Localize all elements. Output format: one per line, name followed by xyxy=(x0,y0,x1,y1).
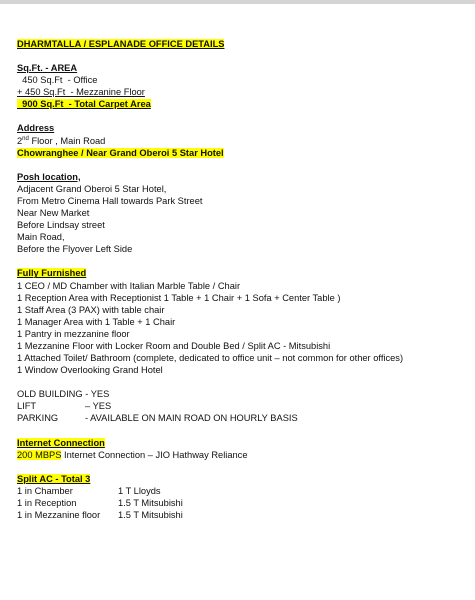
location-line: From Metro Cinema Hall towards Park Street xyxy=(17,195,203,206)
furnished-line: 1 Pantry in mezzanine floor xyxy=(17,328,130,339)
location-line: Main Road, xyxy=(17,232,65,243)
location-line: Before the Flyover Left Side xyxy=(17,244,133,255)
building-parking-value: - AVAILABLE ON MAIN ROAD ON HOURLY BASIS xyxy=(85,413,298,424)
internet-speed: 200 MBPS xyxy=(17,449,62,460)
ac-unit: 1.5 T Mitsubishi xyxy=(118,497,183,508)
address-floor xyxy=(17,135,467,147)
building-parking xyxy=(17,412,467,424)
location-line: Adjacent Grand Oberoi 5 Star Hotel, xyxy=(17,183,167,194)
location-line: Near New Market xyxy=(17,208,90,219)
ac-place: 1 in Mezzanine floor xyxy=(17,510,101,520)
area-mezzanine: + 450 Sq.Ft - Mezzanine Floor xyxy=(17,87,145,98)
address-floor-number: 2 xyxy=(17,135,23,146)
furnished-line: 1 Staff Area (3 PAX) with table chair xyxy=(17,304,165,315)
internet-provider: Internet Connection – JIO Hathway Reliance xyxy=(61,449,248,460)
internet-heading: Internet Connection xyxy=(17,437,105,448)
document-title: DHARMTALLA / ESPLANADE OFFICE DETAILS xyxy=(17,39,225,49)
building-lift-label: LIFT xyxy=(17,401,37,412)
document-body xyxy=(17,38,467,521)
location-heading: Posh location, xyxy=(17,171,81,182)
address-floor-suffix: nd xyxy=(22,135,29,142)
furnished-line: 1 Attached Toilet/ Bathroom (complete, dedicated to office unit – not common for other offices) xyxy=(17,353,404,364)
building-old xyxy=(17,388,467,400)
ac-place: 1 in Chamber xyxy=(17,485,73,496)
furnished-line: 1 Mezzanine Floor with Locker Room and Double Bed / Split AC - Mitsubishi xyxy=(17,340,331,351)
address-heading: Address xyxy=(17,123,55,134)
address-landmark: Chowranghee / Near Grand Oberoi 5 Star Hotel xyxy=(17,147,224,158)
building-old-value: - YES xyxy=(82,389,110,400)
internet-detail xyxy=(17,449,467,461)
area-office: 450 Sq.Ft - Office xyxy=(17,75,98,86)
building-old-label: OLD BUILDING xyxy=(17,389,83,400)
area-heading: Sq.Ft. - AREA xyxy=(17,63,78,74)
area-total: 900 Sq.Ft - Total Carpet Area xyxy=(17,99,151,110)
furnished-line: 1 Reception Area with Receptionist 1 Table + 1 Chair + 1 Sofa + Center Table ) xyxy=(17,292,341,303)
ac-row xyxy=(17,497,467,509)
furnished-heading: Fully Furnished xyxy=(17,268,87,279)
building-lift-value: – YES xyxy=(85,401,112,412)
ac-heading: Split AC - Total 3 xyxy=(17,473,91,484)
ac-row xyxy=(17,509,467,521)
ac-place: 1 in Reception xyxy=(17,497,77,508)
location-line: Before Lindsay street xyxy=(17,220,105,231)
furnished-line: 1 Window Overlooking Grand Hotel xyxy=(17,365,163,376)
furnished-line: 1 CEO / MD Chamber with Italian Marble Table / Chair xyxy=(17,280,241,291)
building-parking-label: PARKING xyxy=(17,413,59,424)
ac-row xyxy=(17,485,467,497)
ac-unit: 1.5 T Mitsubishi xyxy=(118,510,183,520)
address-floor-rest: Floor , Main Road xyxy=(28,135,106,146)
top-border xyxy=(0,0,475,4)
ac-unit: 1 T Lloyds xyxy=(118,485,161,496)
furnished-line: 1 Manager Area with 1 Table + 1 Chair xyxy=(17,316,176,327)
building-lift xyxy=(17,400,467,412)
